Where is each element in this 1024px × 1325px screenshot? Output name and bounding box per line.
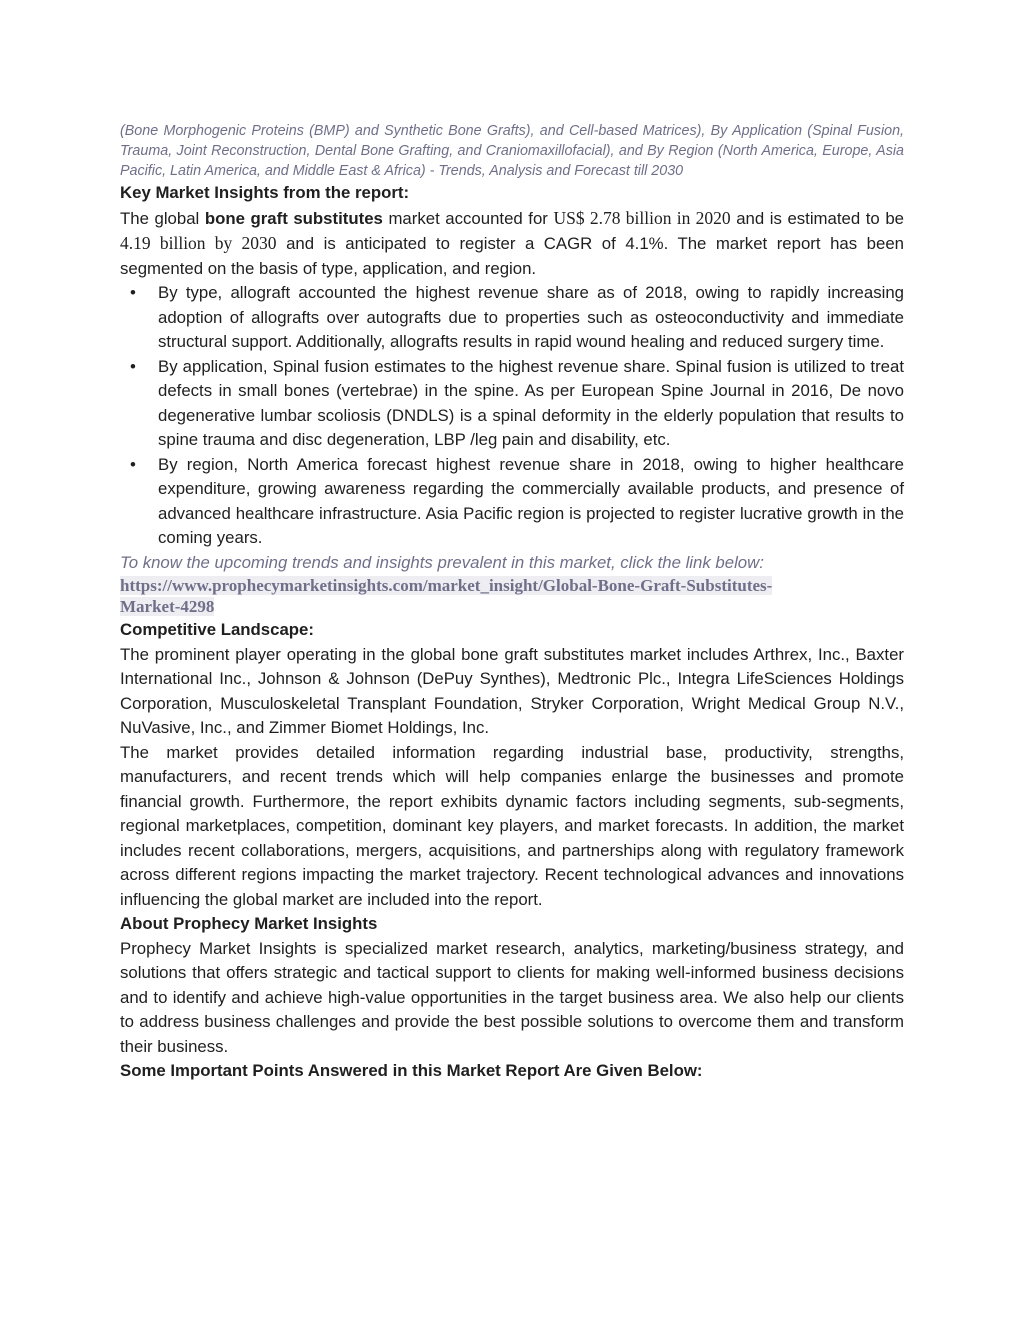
report-scope-intro: (Bone Morphogenic Proteins (BMP) and Synthetic Bone Grafts), and Cell-based Matrices), By Application (Spinal Fusion, Trauma, Joint Reconstruction, Dental Bone Grafting, and Craniomaxillofacial), and By Region (North America, Europe, Asia Pacific, Latin America, and Middle East & Africa) - Trends, Analysis and Forecast till 2030 <box>120 123 904 179</box>
report-link-line2[interactable]: Market-4298 <box>120 597 215 616</box>
bullet-icon: • <box>130 356 136 376</box>
bullet-text: By application, Spinal fusion estimates to the highest revenue share. Spinal fusion is utilized to treat defects in small bones (vertebrae) in the spine. As per European Spine Journal in 2016, De novo degenerative lumbar scoliosis (DNDLS) is a spinal deformity in the elderly population that results to spine trauma and disc degeneration, LBP /leg pain and disability, etc. <box>158 356 904 449</box>
overview-text-a: The global <box>120 208 205 228</box>
market-name-bold: bone graft substitutes <box>204 208 383 228</box>
bullet-item-type <box>130 281 904 355</box>
competitive-players-paragraph: The prominent player operating in the global bone graft substitutes market includes Arthrex, Inc., Baxter International Inc., Johnson & Johnson (DePuy Synthes), Medtronic Plc., Integra LifeSciences Holdings Corporation, Musculoskeletal Transplant Foundation, Stryker Corporation, Wright Medical Group N.V., NuVasive, Inc., and Zimmer Biomet Holdings, Inc. <box>120 644 904 737</box>
overview-text-c: and is estimated to be <box>730 208 904 228</box>
bullet-icon: • <box>130 283 136 302</box>
bullet-text: By type, allograft accounted the highest revenue share as of 2018, owing to rapidly increasing adoption of allografts over autografts due to properties such as osteoconductivity and immediate structural support. Additionally, allografts results in rapid wound healing and reduced surgery time. <box>158 283 904 351</box>
insights-bullet-list <box>120 281 904 551</box>
closing-heading: Some Important Points Answered in this Market Report Are Given Below: <box>120 1061 703 1080</box>
market-value-2030: 4.19 billion by 2030 <box>120 233 277 253</box>
bullet-icon: • <box>130 454 136 474</box>
document-page <box>120 121 904 1084</box>
report-link[interactable] <box>120 575 904 617</box>
cta-text: To know the upcoming trends and insights prevalent in this market, click the link below: <box>120 552 764 572</box>
bullet-text: By region, North America forecast highest revenue share in 2018, owing to higher healthcare expenditure, growing awareness regarding the commercially available products, and presence of advanced healthcare infrastructure. Asia Pacific region is projected to register lucrative growth in the coming years. <box>158 454 904 547</box>
key-insights-heading: Key Market Insights from the report: <box>120 183 410 202</box>
about-paragraph: Prophecy Market Insights is specialized market research, analytics, marketing/business strategy, and solutions that offers strategic and tactical support to clients for making well-informed business decisions and to identify and achieve high-value opportunities in the target business area. We also help our clients to address business challenges and provide the best possible solutions to overcome them and transform their business. <box>120 938 904 1056</box>
market-overview-paragraph <box>120 206 904 282</box>
overview-text-d: and is anticipated to register a CAGR of 4.1%. The market report has been segmented on the basis of type, application, and region. <box>120 234 904 278</box>
bullet-item-application <box>130 355 904 453</box>
market-value-2020: US$ 2.78 billion in 2020 <box>553 207 731 228</box>
market-details-paragraph: The market provides detailed information regarding industrial base, productivity, strengths, manufacturers, and recent trends which will help companies enlarge the businesses and promote financial growth. Furthermore, the report exhibits dynamic factors including segments, sub-segments, regional marketplaces, competition, dominant key players, and market forecasts. In addition, the market includes recent collaborations, mergers, acquisitions, and partnerships along with regulatory framework across different regions impacting the market trajectory. Recent technological advances and innovations influencing the global market are included into the report. <box>120 742 904 909</box>
report-link-line1[interactable]: https://www.prophecymarketinsights.com/market_insight/Global-Bone-Graft-Substitutes- <box>120 576 773 595</box>
competitive-landscape-heading: Competitive Landscape: <box>120 620 314 639</box>
overview-text-b: market accounted for <box>382 208 554 228</box>
about-heading: About Prophecy Market Insights <box>120 914 378 933</box>
bullet-item-region <box>130 453 904 551</box>
